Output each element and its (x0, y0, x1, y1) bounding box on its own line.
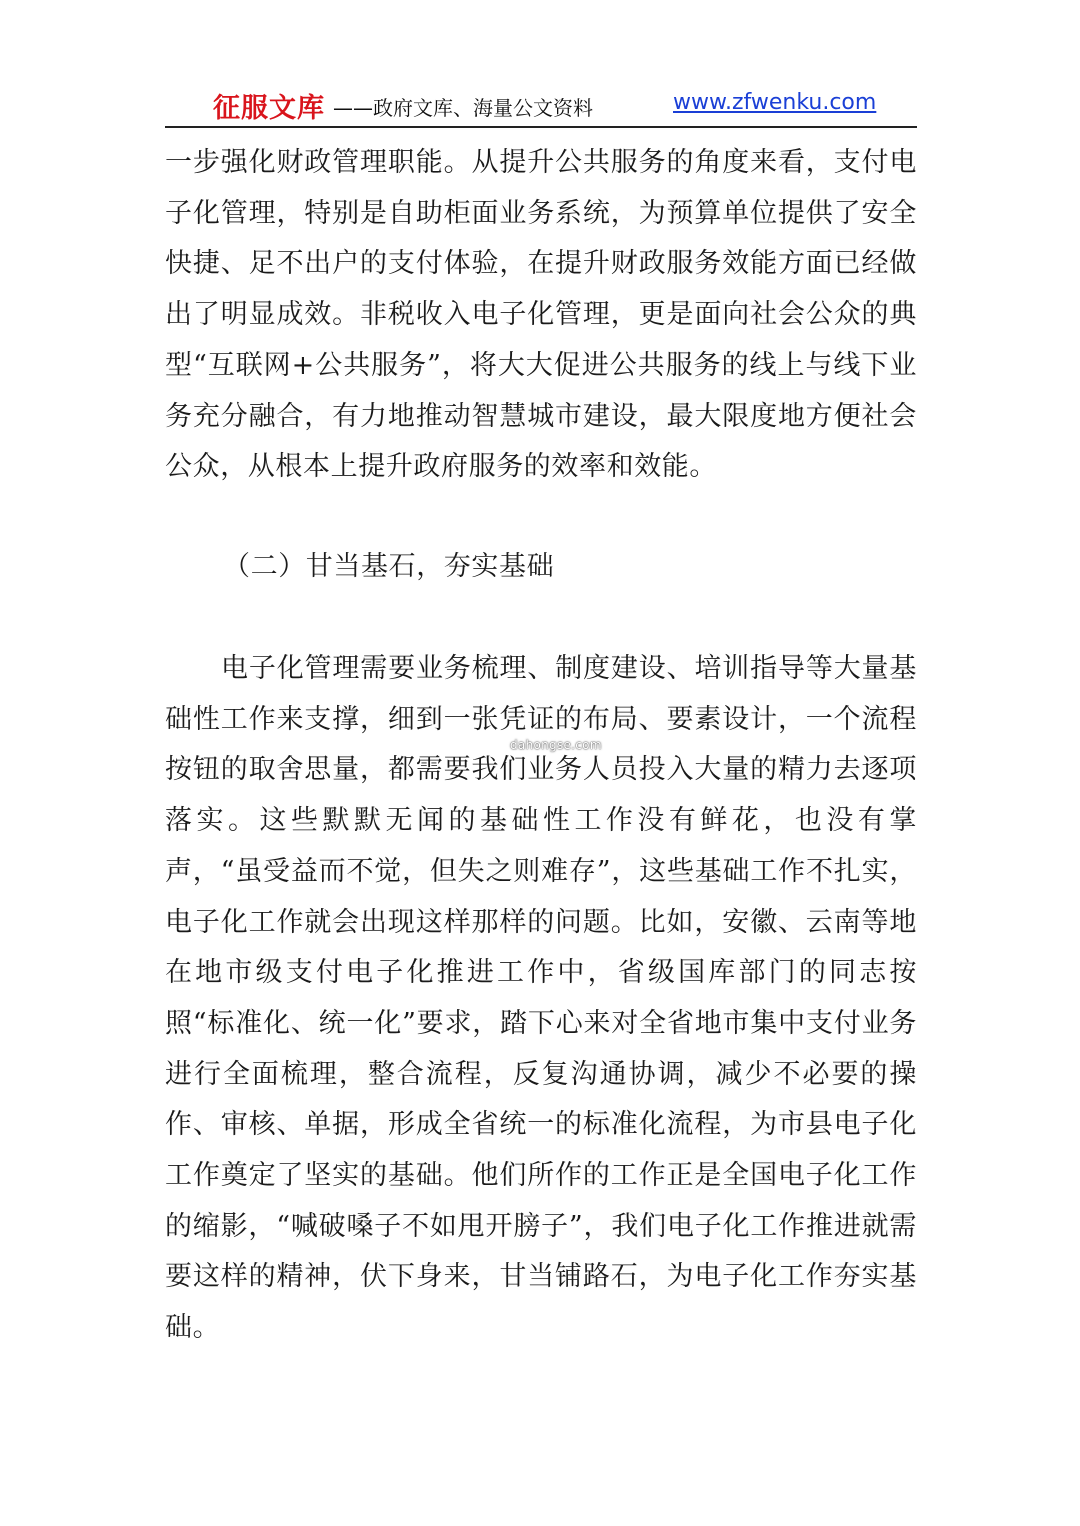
brand-logo-text: 征服文库 (213, 93, 325, 124)
watermark: dahongse.com (510, 738, 602, 752)
page-header (165, 82, 917, 128)
paragraph-1: 一步强化财政管理职能。从提升公共服务的角度来看，支付电子化管理，特别是自助柜面业务系统，为预算单位提供了安全快捷、足不出户的支付体验，在提升财政服务效能方面已经做出了明显成效。非税收入电子化管理，更是面向社会公众的典型“互联网+公共服务”，将大大促进公共服务的线上与线下业务充分融合，有力地推动智慧城市建设，最大限度地方便社会公众，从根本上提升政府服务的效率和效能。 (165, 147, 917, 483)
header-tagline: ——政府文库、海量公文资料 (333, 96, 593, 120)
section-heading: （二）甘当基石，夯实基础 (223, 551, 555, 582)
site-url-link[interactable]: www.zfwenku.com (673, 90, 877, 115)
paragraph-2: 电子化管理需要业务梳理、制度建设、培训指导等大量基础性工作来支撑，细到一张凭证的布局、要素设计，一个流程按钮的取舍思量，都需要我们业务人员投入大量的精力去逐项落实。这些默默无闻的基础性工作没有鲜花，也没有掌声，“虽受益而不觉，但失之则难存”，这些基础工作不扎实，电子化工作就会出现这样那样的问题。比如，安徽、云南等地在地市级支付电子化推进工作中，省级国库部门的同志按照“标准化、统一化”要求，踏下心来对全省地市集中支付业务进行全面梳理，整合流程，反复沟通协调，减少不必要的操作、审核、单据，形成全省统一的标准化流程，为市县电子化工作奠定了坚实的基础。他们所作的工作正是全国电子化工作的缩影，“喊破嗓子不如甩开膀子”，我们电子化工作推进就需要这样的精神，伏下身来，甘当铺路石，为电子化工作夯实基础。 (165, 653, 917, 1344)
